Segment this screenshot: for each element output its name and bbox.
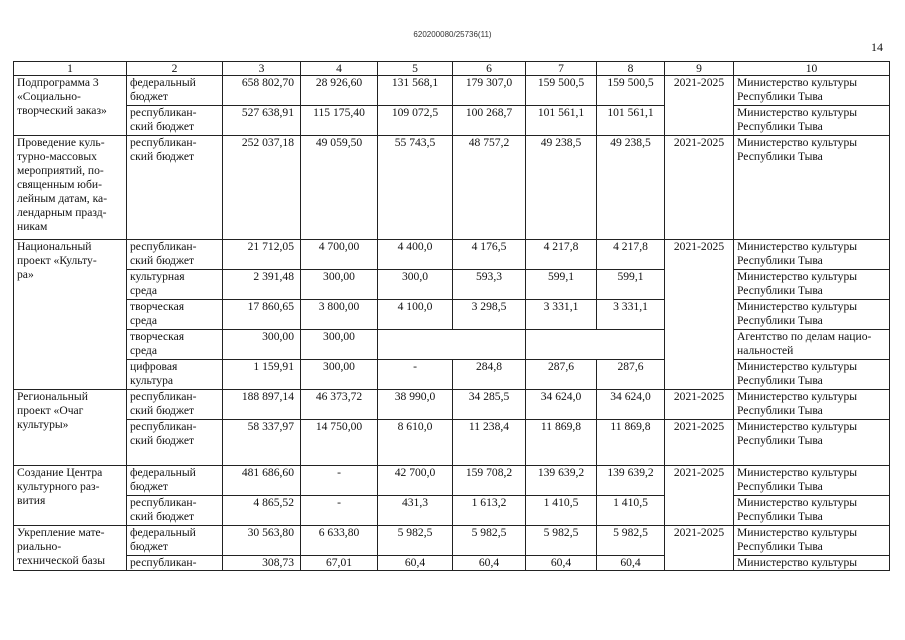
year-value: 49 238,5 (597, 136, 665, 240)
year-value: 8 610,0 (378, 420, 453, 466)
table-row (14, 106, 890, 136)
total-value: 300,00 (223, 330, 301, 360)
header-cell: 1 (14, 62, 127, 76)
table-row (14, 360, 890, 390)
executor: Министерство культуры Республики Тыва (734, 240, 890, 270)
year-value: 49 238,5 (526, 136, 597, 240)
year-value: 593,3 (453, 270, 526, 300)
total-value: 1 159,91 (223, 360, 301, 390)
year-value: 60,4 (597, 556, 665, 571)
funding-source: федеральный бюджет (127, 76, 223, 106)
year-value: 284,8 (453, 360, 526, 390)
year-value: 1 613,2 (453, 496, 526, 526)
executor: Министерство культуры Республики Тыва (734, 300, 890, 330)
header-cell: 4 (301, 62, 378, 76)
executor: Министерство культуры Республики Тыва (734, 106, 890, 136)
year-value: 60,4 (378, 556, 453, 571)
year-value: 300,00 (301, 330, 378, 360)
total-value: 481 686,60 (223, 466, 301, 496)
header-cell: 8 (597, 62, 665, 76)
year-value: 287,6 (526, 360, 597, 390)
executor: Министерство культуры (734, 556, 890, 571)
year-value: 3 800,00 (301, 300, 378, 330)
year-value: 42 700,0 (378, 466, 453, 496)
executor: Министерство культуры Республики Тыва (734, 526, 890, 556)
year-value: 3 331,1 (526, 300, 597, 330)
year-value: 5 982,5 (453, 526, 526, 556)
year-value: 115 175,40 (301, 106, 378, 136)
year-value: - (378, 360, 453, 390)
year-value: 4 100,0 (378, 300, 453, 330)
funding-source: творческая среда (127, 300, 223, 330)
funding-source: творческая среда (127, 330, 223, 360)
program-name: Подпрограмма 3 «Социально- творческий заказ» (14, 76, 127, 136)
page-number: 14 (871, 40, 883, 54)
year-value: 11 869,8 (597, 420, 665, 466)
header-cell: 9 (665, 62, 734, 76)
year-value: 11 238,4 (453, 420, 526, 466)
executor: Министерство культуры Республики Тыва (734, 466, 890, 496)
year-value: 34 624,0 (597, 390, 665, 420)
funding-source: республикан- (127, 556, 223, 571)
total-value: 21 712,05 (223, 240, 301, 270)
total-value: 308,73 (223, 556, 301, 571)
year-value: 599,1 (597, 270, 665, 300)
funding-source: республикан- ский бюджет (127, 420, 223, 466)
funding-source: цифровая культура (127, 360, 223, 390)
executor: Министерство культуры Республики Тыва (734, 496, 890, 526)
header-cell: 2 (127, 62, 223, 76)
total-value: 30 563,80 (223, 526, 301, 556)
table-row (14, 556, 890, 571)
year-value: 300,00 (301, 270, 378, 300)
program-name: Создание Центра культурного раз- вития (14, 466, 127, 526)
header-row (14, 62, 890, 76)
year-value: 101 561,1 (526, 106, 597, 136)
table-row (14, 136, 890, 240)
total-value: 527 638,91 (223, 106, 301, 136)
executor: Агентство по делам нацио- нальностей (734, 330, 890, 360)
year-value: - (301, 466, 378, 496)
year-value: 139 639,2 (526, 466, 597, 496)
executor: Министерство культуры Республики Тыва (734, 390, 890, 420)
year-value: 4 217,8 (597, 240, 665, 270)
period: 2021-2025 (665, 420, 734, 466)
period: 2021-2025 (665, 136, 734, 240)
executor: Министерство культуры Республики Тыва (734, 420, 890, 466)
year-value: 6 633,80 (301, 526, 378, 556)
year-value: 159 500,5 (526, 76, 597, 106)
executor: Министерство культуры Республики Тыва (734, 76, 890, 106)
year-value: 599,1 (526, 270, 597, 300)
total-value: 17 860,65 (223, 300, 301, 330)
year-value: 34 624,0 (526, 390, 597, 420)
table-row (14, 300, 890, 330)
funding-source: культурная среда (127, 270, 223, 300)
year-value: 5 982,5 (378, 526, 453, 556)
table-row (14, 420, 890, 466)
total-value: 4 865,52 (223, 496, 301, 526)
total-value: 188 897,14 (223, 390, 301, 420)
funding-source: республикан- ский бюджет (127, 240, 223, 270)
funding-source: федеральный бюджет (127, 526, 223, 556)
program-name: Региональный проект «Очаг культуры» (14, 390, 127, 466)
year-value: 287,6 (597, 360, 665, 390)
year-value: 4 217,8 (526, 240, 597, 270)
year-value: 159 708,2 (453, 466, 526, 496)
table-row (14, 526, 890, 556)
year-value (378, 330, 526, 360)
year-value: 60,4 (526, 556, 597, 571)
header-cell: 10 (734, 62, 890, 76)
table-row (14, 240, 890, 270)
year-value: 46 373,72 (301, 390, 378, 420)
year-value: 4 400,0 (378, 240, 453, 270)
funding-source: республикан- ский бюджет (127, 106, 223, 136)
year-value: 55 743,5 (378, 136, 453, 240)
year-value (526, 330, 665, 360)
executor: Министерство культуры Республики Тыва (734, 136, 890, 240)
year-value: 131 568,1 (378, 76, 453, 106)
total-value: 58 337,97 (223, 420, 301, 466)
period: 2021-2025 (665, 526, 734, 571)
year-value: 1 410,5 (597, 496, 665, 526)
table-row (14, 496, 890, 526)
year-value: 1 410,5 (526, 496, 597, 526)
year-value: 14 750,00 (301, 420, 378, 466)
year-value: 109 072,5 (378, 106, 453, 136)
year-value: 300,0 (378, 270, 453, 300)
header-cell: 7 (526, 62, 597, 76)
year-value: 3 298,5 (453, 300, 526, 330)
executor: Министерство культуры Республики Тыва (734, 270, 890, 300)
year-value: 139 639,2 (597, 466, 665, 496)
year-value: 11 869,8 (526, 420, 597, 466)
year-value: 179 307,0 (453, 76, 526, 106)
period: 2021-2025 (665, 466, 734, 526)
year-value: 159 500,5 (597, 76, 665, 106)
year-value: 5 982,5 (526, 526, 597, 556)
table-row (14, 466, 890, 496)
total-value: 252 037,18 (223, 136, 301, 240)
year-value: 60,4 (453, 556, 526, 571)
total-value: 658 802,70 (223, 76, 301, 106)
header-cell: 6 (453, 62, 526, 76)
program-name: Национальный проект «Культу- ра» (14, 240, 127, 390)
funding-source: республикан- ский бюджет (127, 390, 223, 420)
year-value: 49 059,50 (301, 136, 378, 240)
year-value: 100 268,7 (453, 106, 526, 136)
budget-table (13, 61, 890, 571)
header-cell: 3 (223, 62, 301, 76)
funding-source: республикан- ский бюджет (127, 496, 223, 526)
year-value: 38 990,0 (378, 390, 453, 420)
funding-source: федеральный бюджет (127, 466, 223, 496)
year-value: - (301, 496, 378, 526)
funding-source: республикан- ский бюджет (127, 136, 223, 240)
year-value: 28 926,60 (301, 76, 378, 106)
period: 2021-2025 (665, 240, 734, 390)
year-value: 431,3 (378, 496, 453, 526)
year-value: 3 331,1 (597, 300, 665, 330)
year-value: 5 982,5 (597, 526, 665, 556)
year-value: 4 176,5 (453, 240, 526, 270)
table-row (14, 270, 890, 300)
period: 2021-2025 (665, 76, 734, 136)
table-row (14, 390, 890, 420)
year-value: 34 285,5 (453, 390, 526, 420)
year-value: 101 561,1 (597, 106, 665, 136)
header-cell: 5 (378, 62, 453, 76)
year-value: 48 757,2 (453, 136, 526, 240)
year-value: 300,00 (301, 360, 378, 390)
program-name: Проведение куль- турно-массовых мероприятий, по- священным юби- лейным датам, ка- лендарным празд- никам (14, 136, 127, 240)
table-row (14, 76, 890, 106)
period: 2021-2025 (665, 390, 734, 420)
table-row (14, 330, 890, 360)
document-id: 620200080/25736(11) (413, 30, 492, 39)
year-value: 67,01 (301, 556, 378, 571)
total-value: 2 391,48 (223, 270, 301, 300)
year-value: 4 700,00 (301, 240, 378, 270)
executor: Министерство культуры Республики Тыва (734, 360, 890, 390)
program-name: Укрепление мате- риально- технической базы (14, 526, 127, 571)
